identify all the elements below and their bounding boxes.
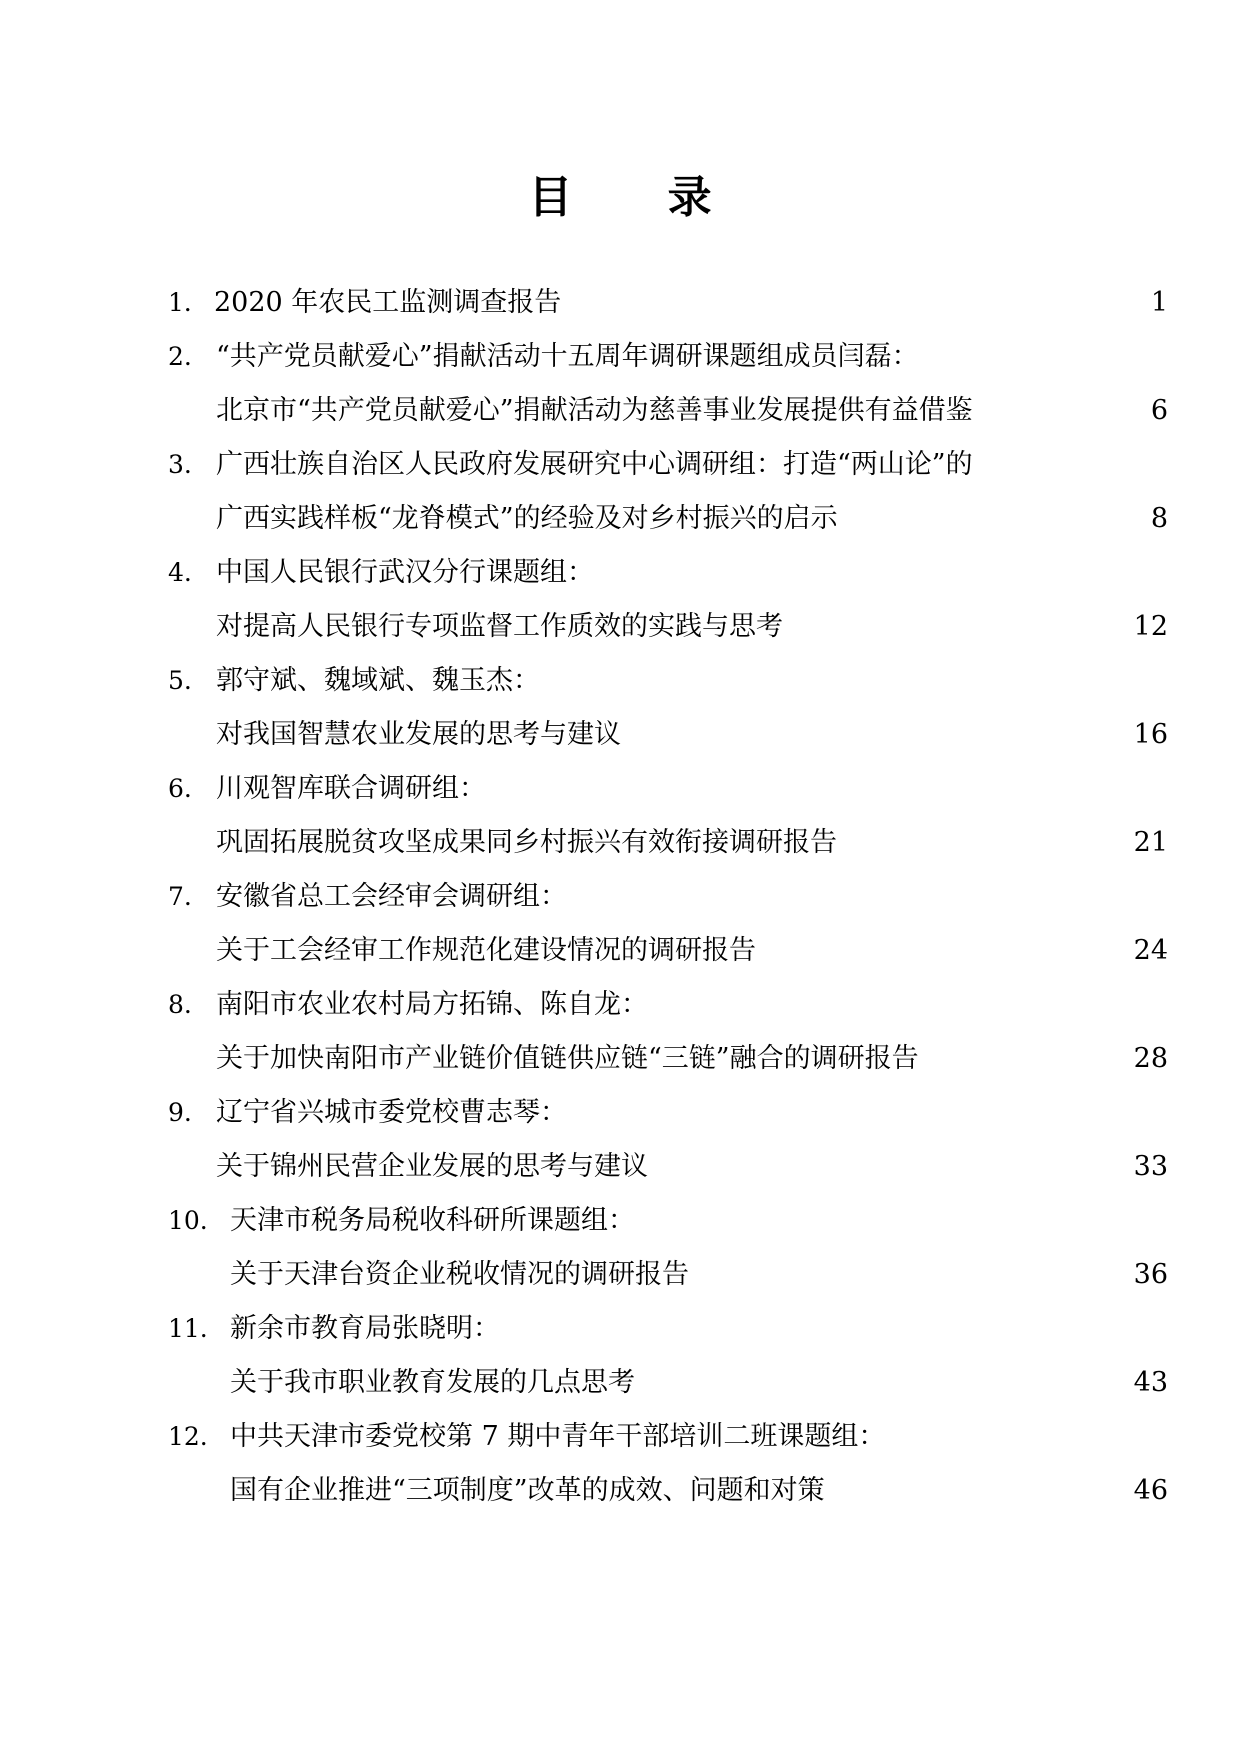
toc-entry-text: “共产党员献爱心”捐献活动十五周年调研课题组成员闫磊：	[216, 341, 919, 372]
toc-entry-line	[0, 546, 1240, 600]
toc-entry-page-number: 21	[1133, 827, 1168, 858]
toc-entry-text: 川观智库联合调研组：	[216, 773, 486, 804]
toc-entry-line	[0, 600, 1240, 654]
toc-entry-line	[0, 492, 1240, 546]
toc-entry-line	[0, 924, 1240, 978]
toc-entry-line	[0, 1356, 1240, 1410]
toc-entry-text: 对我国智慧农业发展的思考与建议	[216, 719, 621, 750]
toc-entry-line	[0, 1410, 1240, 1464]
toc-entry-line	[0, 330, 1240, 384]
toc-entry-text: 郭守斌、魏域斌、魏玉杰：	[216, 665, 540, 696]
toc-entry-line	[0, 384, 1240, 438]
toc-entry-number: 12.	[168, 1422, 208, 1451]
toc-entry-number: 4.	[168, 558, 192, 587]
toc-entry-text: 关于我市职业教育发展的几点思考	[230, 1367, 635, 1398]
toc-entry-number: 9.	[168, 1098, 192, 1127]
toc-entry-line	[0, 1302, 1240, 1356]
toc-entry-text: 对提高人民银行专项监督工作质效的实践与思考	[216, 611, 783, 642]
toc-entry-page-number: 16	[1133, 719, 1168, 750]
toc-entry-number: 10.	[168, 1206, 208, 1235]
toc-entry-text: 巩固拓展脱贫攻坚成果同乡村振兴有效衔接调研报告	[216, 827, 837, 858]
toc-entry-line	[0, 762, 1240, 816]
toc-entry-text: 辽宁省兴城市委党校曹志琴：	[216, 1097, 567, 1128]
toc-entry-number: 2.	[168, 342, 192, 371]
toc-entry-line	[0, 438, 1240, 492]
toc-entry-text: 关于加快南阳市产业链价值链供应链“三链”融合的调研报告	[216, 1043, 919, 1074]
toc-entry-text: 关于天津台资企业税收情况的调研报告	[230, 1259, 689, 1290]
toc-entry-text: 天津市税务局税收科研所课题组：	[230, 1205, 635, 1236]
toc-entry-text: 中国人民银行武汉分行课题组：	[216, 557, 594, 588]
toc-entry-page-number: 12	[1133, 611, 1168, 642]
toc-entry-line	[0, 1194, 1240, 1248]
toc-entry-text: 广西壮族自治区人民政府发展研究中心调研组：打造“两山论”的	[216, 449, 973, 480]
toc-entry-number: 8.	[168, 990, 192, 1019]
toc-entry-page-number: 8	[1150, 503, 1168, 534]
toc-entry-line	[0, 1248, 1240, 1302]
toc-entry-number: 11.	[168, 1314, 208, 1343]
toc-entry-number: 3.	[168, 450, 192, 479]
toc-entry-line	[0, 708, 1240, 762]
toc-entry-number: 7.	[168, 882, 192, 911]
toc-entry-page-number: 1	[1150, 287, 1168, 318]
toc-entry-number: 1．	[168, 288, 209, 317]
toc-entry-page-number: 6	[1150, 395, 1168, 426]
toc-entry-text: 关于工会经审工作规范化建设情况的调研报告	[216, 935, 756, 966]
toc-entry-page-number: 28	[1133, 1043, 1168, 1074]
toc-entry-line	[0, 1140, 1240, 1194]
toc-entry-line	[0, 816, 1240, 870]
toc-entry-line	[0, 978, 1240, 1032]
toc-entry-text: 新余市教育局张晓明：	[230, 1313, 500, 1344]
toc-entry-page-number: 46	[1133, 1475, 1168, 1506]
toc-title: 目 录	[528, 172, 752, 223]
toc-entry-page-number: 24	[1133, 935, 1168, 966]
toc-entry-text: 安徽省总工会经审会调研组：	[216, 881, 567, 912]
toc-entry-line	[0, 1032, 1240, 1086]
toc-entry-text: 国有企业推进“三项制度”改革的成效、问题和对策	[230, 1475, 825, 1506]
toc-entry-number: 6.	[168, 774, 192, 803]
toc-entry-page-number: 33	[1133, 1151, 1168, 1182]
toc-entry-number: 5.	[168, 666, 192, 695]
toc-entry-text: 关于锦州民营企业发展的思考与建议	[216, 1151, 648, 1182]
toc-entry-line	[0, 276, 1240, 330]
toc-entry-text: 广西实践样板“龙脊模式”的经验及对乡村振兴的启示	[216, 503, 838, 534]
toc-entry-line	[0, 870, 1240, 924]
toc-entry-text: 南阳市农业农村局方拓锦、陈自龙：	[216, 989, 648, 1020]
toc-entry-text: 2020 年农民工监测调查报告	[214, 287, 562, 318]
toc-entry-line	[0, 1086, 1240, 1140]
table-of-contents	[0, 276, 1240, 1518]
toc-entry-line	[0, 1464, 1240, 1518]
toc-entry-text: 北京市“共产党员献爱心”捐献活动为慈善事业发展提供有益借鉴	[216, 395, 973, 426]
toc-entry-page-number: 43	[1133, 1367, 1168, 1398]
toc-entry-page-number: 36	[1133, 1259, 1168, 1290]
toc-entry-line	[0, 654, 1240, 708]
toc-entry-text: 中共天津市委党校第 7 期中青年干部培训二班课题组：	[230, 1421, 886, 1452]
